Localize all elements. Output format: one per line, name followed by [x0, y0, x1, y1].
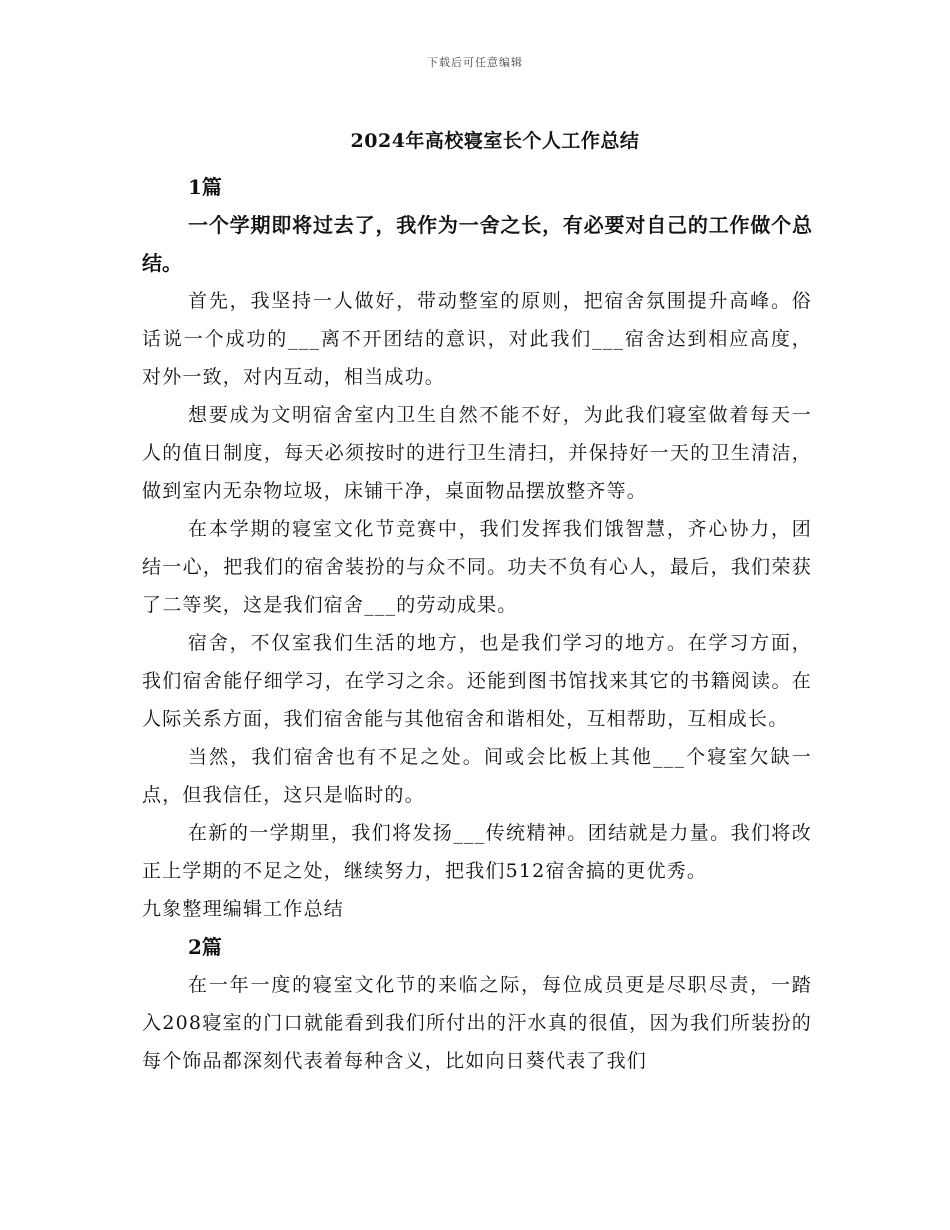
section-heading-1: 1篇 [188, 175, 222, 199]
paragraph: 宿舍，不仅室我们生活的地方，也是我们学习的地方。在学习方面，我们宿舍能仔细学习，在学习之余。还能到图书馆找来其它的书籍阅读。在人际关系方面，我们宿舍能与其他宿舍和谐相处，互相帮助，互相成长。 [142, 632, 812, 730]
paragraph: 在新的一学期里，我们将发扬___传统精神。团结就是力量。我们将改正上学期的不足之处，继续努力，把我们512宿舍搞的更优秀。 [142, 822, 812, 882]
paragraph: 当然，我们宿舍也有不足之处。间或会比板上其他___个寝室欠缺一点，但我信任，这只是临时的。 [142, 746, 812, 806]
section-heading-2: 2篇 [188, 935, 222, 959]
document-body [142, 168, 812, 1080]
header-note: 下载后可任意编辑 [427, 56, 523, 69]
paragraph: 在本学期的寝室文化节竞赛中，我们发挥我们饿智慧，齐心协力，团结一心，把我们的宿舍装扮的与众不同。功夫不负有心人，最后，我们荣获了二等奖，这是我们宿舍___的劳动成果。 [142, 518, 812, 616]
paragraph: 想要成为文明宿舍室内卫生自然不能不好，为此我们寝室做着每天一人的值日制度，每天必须按时的进行卫生清扫，并保持好一天的卫生清洁，做到室内无杂物垃圾，床铺干净，桌面物品摆放整齐等。 [142, 404, 812, 502]
section-intro-1: 一个学期即将过去了，我作为一舍之长，有必要对自己的工作做个总结。 [142, 213, 812, 275]
trailing-line: 九象整理编辑工作总结 [142, 898, 345, 920]
paragraph: 首先，我坚持一人做好，带动整室的原则，把宿舍氛围提升高峰。俗话说一个成功的___离不开团结的意识，对此我们___宿舍达到相应高度，对外一致，对内互动，相当成功。 [142, 290, 812, 388]
paragraph: 在一年一度的寝室文化节的来临之际，每位成员更是尽职尽责，一踏入208寝室的门口就能看到我们所付出的汗水真的很值，因为我们所装扮的每个饰品都深刻代表着每种含义，比如向日葵代表了我们 [142, 974, 812, 1072]
document-title: 2024年高校寝室长个人工作总结 [350, 130, 640, 152]
